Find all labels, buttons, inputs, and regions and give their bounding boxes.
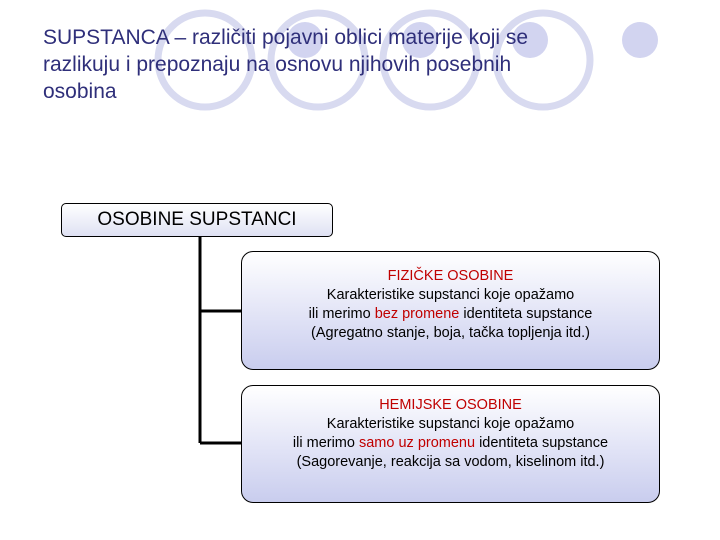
card-text-line: [242, 305, 659, 324]
card-text: Karakteristike supstanci koje opažamo: [326, 416, 575, 432]
text-segment: identiteta supstance: [475, 435, 609, 451]
card-examples: (Agregatno stanje, boja, tačka topljenja itd.): [311, 325, 590, 341]
card-text: Karakteristike supstanci koje opažamo: [326, 287, 575, 303]
root-node: [61, 203, 333, 237]
text-segment: ili merimo: [308, 306, 375, 322]
title-line: SUPSTANCA – različiti pojavni oblici materije koji se: [43, 26, 529, 49]
root-node-label: OSOBINE SUPSTANCI: [97, 209, 297, 230]
title-line: razlikuju i prepoznaju na osnovu njihovih posebnih: [43, 53, 512, 76]
title-line: osobina: [43, 80, 117, 103]
chemical-properties-card: [241, 385, 660, 503]
highlight-text: bez promene: [374, 306, 460, 322]
card-examples: (Sagorevanje, reakcija sa vodom, kiselinom itd.): [296, 454, 605, 470]
text-segment: identiteta supstance: [459, 306, 593, 322]
highlight-text: samo uz promenu: [358, 435, 476, 451]
card-text-line: [242, 434, 659, 453]
physical-properties-card: [241, 251, 660, 370]
card-heading: HEMIJSKE OSOBINE: [379, 397, 522, 413]
text-segment: ili merimo: [292, 435, 359, 451]
card-heading: FIZIČKE OSOBINE: [387, 268, 514, 284]
